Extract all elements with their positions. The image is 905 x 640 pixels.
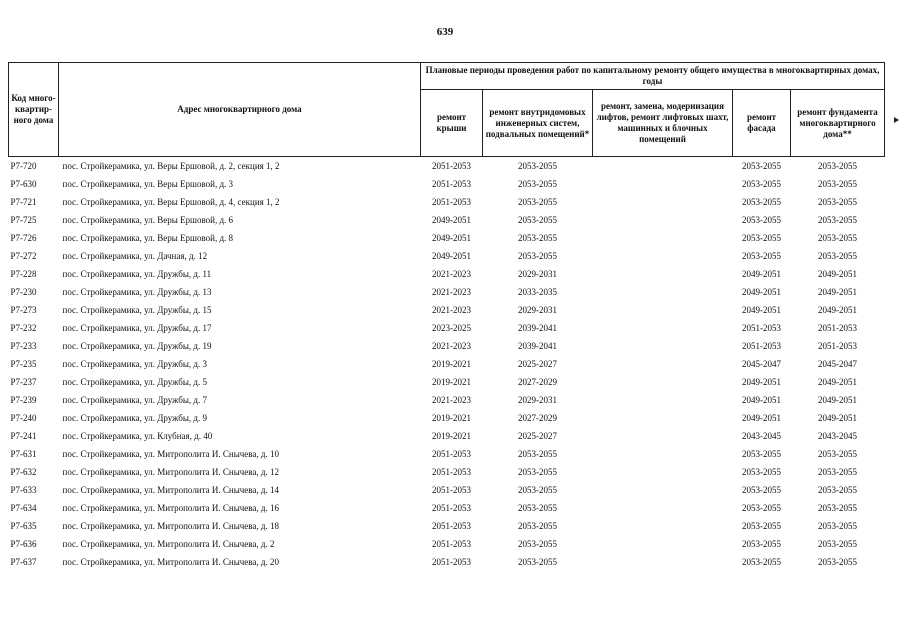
cell-code: P7-240 xyxy=(10,413,37,423)
table-row xyxy=(9,373,885,391)
table-row xyxy=(9,283,885,301)
cell-engineering: 2053-2055 xyxy=(518,233,557,243)
cell-address: пос. Стройкерамика, ул. Дачная, д. 12 xyxy=(62,251,208,261)
cell-foundation: 2045-2047 xyxy=(818,359,857,369)
cell-foundation: 2053-2055 xyxy=(818,179,857,189)
cell-address: пос. Стройкерамика, ул. Дружбы, д. 3 xyxy=(62,359,207,369)
cell-foundation: 2049-2051 xyxy=(818,287,857,297)
table-row xyxy=(9,481,885,499)
cell-engineering: 2053-2055 xyxy=(518,521,557,531)
cell-address: пос. Стройкерамика, ул. Веры Ершовой, д. 8 xyxy=(62,233,234,243)
cell-lifts xyxy=(593,355,733,373)
cell-lifts xyxy=(593,193,733,211)
cell-lifts xyxy=(593,211,733,229)
cell-roof: 2051-2053 xyxy=(432,485,471,495)
cell-lifts xyxy=(593,337,733,355)
cell-facade: 2043-2045 xyxy=(742,431,781,441)
cell-code: P7-632 xyxy=(10,467,37,477)
cell-foundation: 2043-2045 xyxy=(818,431,857,441)
cell-address: пос. Стройкерамика, ул. Дружбы, д. 13 xyxy=(62,287,212,297)
header-facade: ремонт фасада xyxy=(733,90,791,157)
cell-roof: 2051-2053 xyxy=(432,521,471,531)
cell-code: P7-235 xyxy=(10,359,37,369)
cell-roof: 2021-2023 xyxy=(432,395,471,405)
cell-foundation: 2053-2055 xyxy=(818,539,857,549)
cell-foundation: 2053-2055 xyxy=(818,557,857,567)
cell-code: P7-233 xyxy=(10,341,37,351)
cell-lifts xyxy=(593,283,733,301)
cell-engineering: 2025-2027 xyxy=(518,359,557,369)
cell-facade: 2049-2051 xyxy=(742,269,781,279)
header-foundation: ремонт фундамента многоквартирного дома** xyxy=(791,90,885,157)
header-address: Адрес многоквартирного дома xyxy=(59,63,421,157)
cell-code: P7-239 xyxy=(10,395,37,405)
cell-lifts xyxy=(593,499,733,517)
cell-lifts xyxy=(593,247,733,265)
cell-engineering: 2053-2055 xyxy=(518,539,557,549)
cell-engineering: 2027-2029 xyxy=(518,377,557,387)
header-code: Код много-квартир-ного дома xyxy=(9,63,59,157)
table-row xyxy=(9,517,885,535)
cell-foundation: 2053-2055 xyxy=(818,485,857,495)
cell-engineering: 2053-2055 xyxy=(518,251,557,261)
table-row xyxy=(9,193,885,211)
cell-foundation: 2053-2055 xyxy=(818,449,857,459)
cell-code: P7-241 xyxy=(10,431,37,441)
cell-roof: 2021-2023 xyxy=(432,287,471,297)
cell-facade: 2053-2055 xyxy=(742,557,781,567)
cell-roof: 2021-2023 xyxy=(432,341,471,351)
cell-code: P7-630 xyxy=(10,179,37,189)
page-number: 639 xyxy=(436,26,454,38)
cell-lifts xyxy=(593,445,733,463)
cell-code: P7-273 xyxy=(10,305,37,315)
cell-roof: 2051-2053 xyxy=(432,557,471,567)
cell-roof: 2051-2053 xyxy=(432,179,471,189)
cell-engineering: 2053-2055 xyxy=(518,467,557,477)
cell-facade: 2051-2053 xyxy=(742,341,781,351)
cell-facade: 2053-2055 xyxy=(742,539,781,549)
cell-foundation: 2053-2055 xyxy=(818,215,857,225)
cell-roof: 2049-2051 xyxy=(432,251,471,261)
cell-lifts xyxy=(593,301,733,319)
cell-lifts xyxy=(593,265,733,283)
cell-address: пос. Стройкерамика, ул. Веры Ершовой, д. 3 xyxy=(62,179,234,189)
cell-address: пос. Стройкерамика, ул. Митрополита И. Снычева, д. 12 xyxy=(62,467,280,477)
cell-facade: 2053-2055 xyxy=(742,467,781,477)
cell-engineering: 2053-2055 xyxy=(518,179,557,189)
cell-address: пос. Стройкерамика, ул. Дружбы, д. 15 xyxy=(62,305,212,315)
cell-facade: 2049-2051 xyxy=(742,305,781,315)
cell-roof: 2019-2021 xyxy=(432,359,471,369)
cell-code: P7-633 xyxy=(10,485,37,495)
margin-arrow-icon xyxy=(894,117,899,123)
cell-code: P7-726 xyxy=(10,233,37,243)
cell-roof: 2019-2021 xyxy=(432,377,471,387)
table-row xyxy=(9,157,885,176)
cell-address: пос. Стройкерамика, ул. Дружбы, д. 11 xyxy=(62,269,212,279)
cell-code: P7-634 xyxy=(10,503,37,513)
cell-code: P7-237 xyxy=(10,377,37,387)
cell-foundation: 2053-2055 xyxy=(818,467,857,477)
cell-code: P7-721 xyxy=(10,197,37,207)
cell-address: пос. Стройкерамика, ул. Дружбы, д. 19 xyxy=(62,341,212,351)
cell-engineering: 2039-2041 xyxy=(518,341,557,351)
cell-engineering: 2029-2031 xyxy=(518,395,557,405)
cell-lifts xyxy=(593,481,733,499)
table-row xyxy=(9,337,885,355)
cell-facade: 2053-2055 xyxy=(742,521,781,531)
cell-foundation: 2053-2055 xyxy=(818,197,857,207)
capital-repair-table xyxy=(8,62,885,571)
table-body xyxy=(9,157,885,572)
cell-facade: 2053-2055 xyxy=(742,503,781,513)
cell-roof: 2051-2053 xyxy=(432,503,471,513)
cell-roof: 2023-2025 xyxy=(432,323,471,333)
cell-lifts xyxy=(593,373,733,391)
table-row xyxy=(9,229,885,247)
cell-address: пос. Стройкерамика, ул. Веры Ершовой, д. 2, секция 1, 2 xyxy=(62,161,280,171)
cell-address: пос. Стройкерамика, ул. Митрополита И. Снычева, д. 18 xyxy=(62,521,280,531)
cell-foundation: 2049-2051 xyxy=(818,269,857,279)
table-row xyxy=(9,499,885,517)
cell-code: P7-272 xyxy=(10,251,37,261)
table-row xyxy=(9,553,885,571)
cell-roof: 2049-2051 xyxy=(432,215,471,225)
cell-address: пос. Стройкерамика, ул. Дружбы, д. 17 xyxy=(62,323,212,333)
cell-engineering: 2053-2055 xyxy=(518,503,557,513)
cell-foundation: 2053-2055 xyxy=(818,503,857,513)
cell-code: P7-725 xyxy=(10,215,37,225)
header-periods-group: Плановые периоды проведения работ по капитальному ремонту общего имущества в многоквартирных домах, годы xyxy=(421,63,885,90)
table-row xyxy=(9,265,885,283)
cell-roof: 2021-2023 xyxy=(432,305,471,315)
cell-foundation: 2053-2055 xyxy=(818,521,857,531)
cell-roof: 2021-2023 xyxy=(432,269,471,279)
cell-address: пос. Стройкерамика, ул. Митрополита И. Снычева, д. 14 xyxy=(62,485,280,495)
cell-engineering: 2053-2055 xyxy=(518,485,557,495)
table-row xyxy=(9,211,885,229)
cell-roof: 2049-2051 xyxy=(432,233,471,243)
cell-foundation: 2049-2051 xyxy=(818,305,857,315)
cell-facade: 2053-2055 xyxy=(742,161,781,171)
cell-lifts xyxy=(593,409,733,427)
cell-address: пос. Стройкерамика, ул. Дружбы, д. 9 xyxy=(62,413,207,423)
cell-engineering: 2029-2031 xyxy=(518,305,557,315)
cell-facade: 2053-2055 xyxy=(742,179,781,189)
table-row xyxy=(9,463,885,481)
cell-facade: 2051-2053 xyxy=(742,323,781,333)
cell-engineering: 2053-2055 xyxy=(518,215,557,225)
cell-lifts xyxy=(593,229,733,247)
cell-foundation: 2051-2053 xyxy=(818,341,857,351)
cell-roof: 2051-2053 xyxy=(432,467,471,477)
cell-engineering: 2039-2041 xyxy=(518,323,557,333)
cell-facade: 2053-2055 xyxy=(742,251,781,261)
header-lifts: ремонт, замена, модернизация лифтов, ремонт лифтовых шахт, машинных и блочных помещений xyxy=(593,90,733,157)
cell-code: P7-637 xyxy=(10,557,37,567)
table-row xyxy=(9,445,885,463)
table-row xyxy=(9,409,885,427)
cell-engineering: 2053-2055 xyxy=(518,557,557,567)
cell-lifts xyxy=(593,157,733,176)
cell-address: пос. Стройкерамика, ул. Клубная, д. 40 xyxy=(62,431,213,441)
cell-lifts xyxy=(593,319,733,337)
cell-address: пос. Стройкерамика, ул. Митрополита И. Снычева, д. 16 xyxy=(62,503,280,513)
cell-code: P7-230 xyxy=(10,287,37,297)
cell-facade: 2053-2055 xyxy=(742,485,781,495)
cell-facade: 2049-2051 xyxy=(742,377,781,387)
cell-foundation: 2051-2053 xyxy=(818,323,857,333)
table-row xyxy=(9,427,885,445)
cell-lifts xyxy=(593,427,733,445)
cell-code: P7-720 xyxy=(10,161,37,171)
table-row xyxy=(9,247,885,265)
cell-facade: 2049-2051 xyxy=(742,395,781,405)
cell-address: пос. Стройкерамика, ул. Дружбы, д. 7 xyxy=(62,395,207,405)
cell-facade: 2045-2047 xyxy=(742,359,781,369)
table-row xyxy=(9,175,885,193)
cell-foundation: 2049-2051 xyxy=(818,413,857,423)
header-engineering: ремонт внутридомовых инженерных систем, подвальных помещений* xyxy=(483,90,593,157)
cell-foundation: 2053-2055 xyxy=(818,161,857,171)
cell-lifts xyxy=(593,535,733,553)
header-roof: ремонт крыши xyxy=(421,90,483,157)
cell-roof: 2051-2053 xyxy=(432,197,471,207)
table-row xyxy=(9,391,885,409)
cell-foundation: 2049-2051 xyxy=(818,377,857,387)
cell-roof: 2051-2053 xyxy=(432,539,471,549)
cell-engineering: 2033-2035 xyxy=(518,287,557,297)
cell-roof: 2051-2053 xyxy=(432,449,471,459)
cell-address: пос. Стройкерамика, ул. Веры Ершовой, д. 6 xyxy=(62,215,234,225)
cell-foundation: 2053-2055 xyxy=(818,233,857,243)
table-row xyxy=(9,355,885,373)
cell-lifts xyxy=(593,391,733,409)
cell-code: P7-228 xyxy=(10,269,37,279)
cell-address: пос. Стройкерамика, ул. Веры Ершовой, д. 4, секция 1, 2 xyxy=(62,197,280,207)
cell-code: P7-232 xyxy=(10,323,37,333)
cell-code: P7-635 xyxy=(10,521,37,531)
cell-address: пос. Стройкерамика, ул. Митрополита И. Снычева, д. 10 xyxy=(62,449,280,459)
cell-engineering: 2053-2055 xyxy=(518,449,557,459)
cell-facade: 2053-2055 xyxy=(742,233,781,243)
cell-roof: 2019-2021 xyxy=(432,431,471,441)
cell-engineering: 2053-2055 xyxy=(518,161,557,171)
cell-engineering: 2029-2031 xyxy=(518,269,557,279)
cell-roof: 2019-2021 xyxy=(432,413,471,423)
cell-engineering: 2025-2027 xyxy=(518,431,557,441)
cell-facade: 2053-2055 xyxy=(742,197,781,207)
cell-lifts xyxy=(593,463,733,481)
table-row xyxy=(9,535,885,553)
cell-code: P7-636 xyxy=(10,539,37,549)
table-row xyxy=(9,301,885,319)
cell-facade: 2053-2055 xyxy=(742,449,781,459)
cell-address: пос. Стройкерамика, ул. Дружбы, д. 5 xyxy=(62,377,207,387)
cell-code: P7-631 xyxy=(10,449,37,459)
cell-engineering: 2053-2055 xyxy=(518,197,557,207)
cell-facade: 2053-2055 xyxy=(742,215,781,225)
cell-facade: 2049-2051 xyxy=(742,413,781,423)
cell-address: пос. Стройкерамика, ул. Митрополита И. Снычева, д. 20 xyxy=(62,557,280,567)
cell-facade: 2049-2051 xyxy=(742,287,781,297)
cell-lifts xyxy=(593,517,733,535)
cell-engineering: 2027-2029 xyxy=(518,413,557,423)
cell-foundation: 2053-2055 xyxy=(818,251,857,261)
table-header xyxy=(9,63,885,157)
cell-lifts xyxy=(593,175,733,193)
cell-lifts xyxy=(593,553,733,571)
cell-foundation: 2049-2051 xyxy=(818,395,857,405)
cell-roof: 2051-2053 xyxy=(432,161,471,171)
table-row xyxy=(9,319,885,337)
cell-address: пос. Стройкерамика, ул. Митрополита И. Снычева, д. 2 xyxy=(62,539,275,549)
